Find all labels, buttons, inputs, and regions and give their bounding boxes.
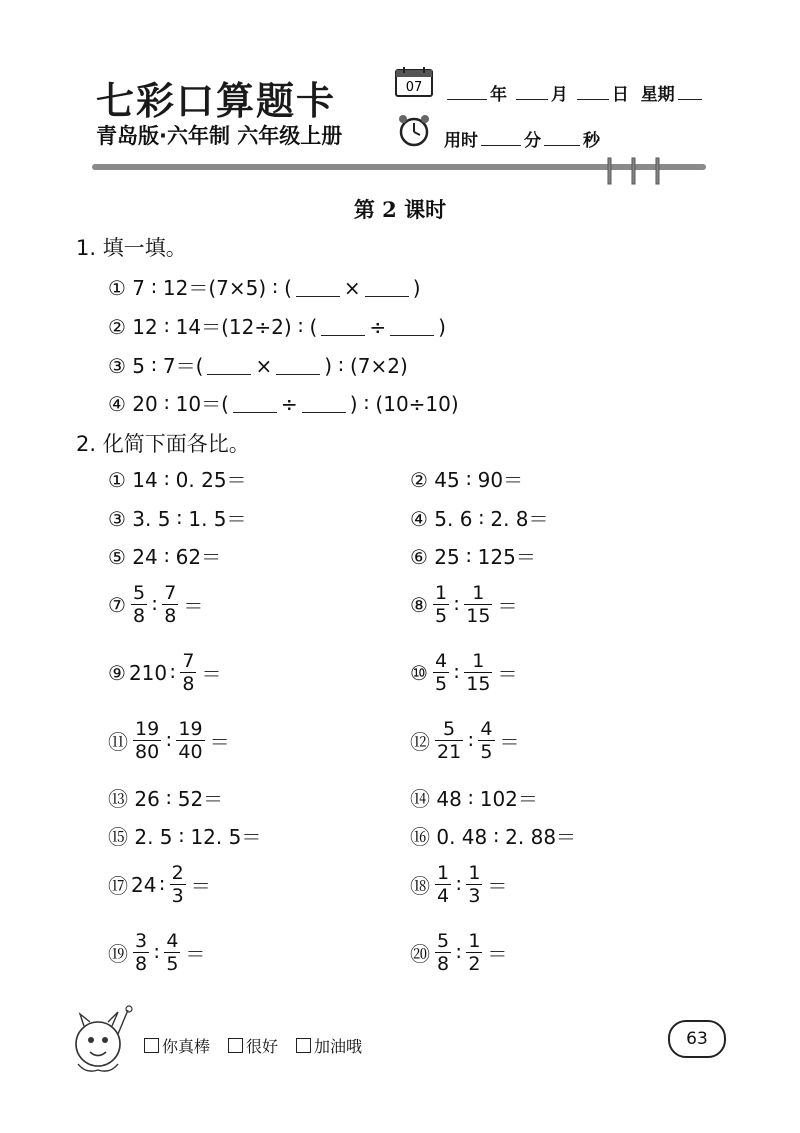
grade-option-great[interactable]: 你真棒 bbox=[144, 1034, 210, 1057]
checkbox[interactable] bbox=[144, 1038, 159, 1053]
problem-17: ⑰ 24 ∶ $\frac{2}{3}$ ＝ bbox=[108, 862, 211, 907]
mascot-icon bbox=[66, 1004, 136, 1076]
problem-12: ⑫ $\frac{5}{21}$ ∶ $\frac{4}{5}$ ＝ bbox=[410, 718, 520, 763]
fraction: $\frac{3}{8}$ bbox=[135, 930, 148, 975]
fill-blank[interactable] bbox=[207, 356, 251, 375]
fraction: $\frac{1}{3}$ bbox=[468, 862, 481, 907]
problem-8: ⑧ $\frac{1}{5}$ ∶ $\frac{1}{15}$ ＝ bbox=[410, 582, 518, 627]
fraction: $\frac{7}{8}$ bbox=[182, 650, 195, 695]
grade-option-keep-going[interactable]: 加油哦 bbox=[296, 1034, 362, 1057]
problem-11: ⑪ $\frac{19}{80}$ ∶ $\frac{19}{40}$ ＝ bbox=[108, 718, 230, 763]
problem-4: ④ 5. 6 ∶ 2. 8＝ bbox=[410, 507, 549, 531]
q2-title: 2. 化简下面各比。 bbox=[76, 432, 250, 456]
date-fields: 年 月 日 星期 bbox=[444, 80, 705, 105]
problem-9: ⑨ 210 ∶ $\frac{7}{8}$ ＝ bbox=[108, 650, 222, 695]
minute-blank[interactable] bbox=[481, 129, 521, 146]
fraction: $\frac{4}{5}$ bbox=[480, 718, 493, 763]
checkbox[interactable] bbox=[228, 1038, 243, 1053]
fraction: $\frac{4}{5}$ bbox=[434, 650, 448, 695]
fraction: $\frac{5}{8}$ bbox=[132, 582, 146, 627]
lesson-title: 第 2 课时 bbox=[353, 197, 447, 222]
q1-item-1: ① 7 ∶ 12＝(7×5) ∶ ( × ) bbox=[108, 276, 421, 300]
fill-blank[interactable] bbox=[390, 317, 434, 336]
time-fields: 用时 分 秒 bbox=[444, 131, 600, 151]
fill-blank[interactable] bbox=[233, 394, 277, 413]
q1-item-2: ② 12 ∶ 14＝(12÷2) ∶ ( ÷ ) bbox=[108, 315, 446, 339]
binder-rings-icon bbox=[606, 156, 666, 186]
fill-blank[interactable] bbox=[365, 278, 409, 297]
q1-item-3: ③ 5 ∶ 7＝( × ) ∶ (7×2) bbox=[108, 354, 408, 378]
problem-10: ⑩ $\frac{4}{5}$ ∶ $\frac{1}{15}$ ＝ bbox=[410, 650, 518, 695]
self-assessment bbox=[144, 1034, 362, 1057]
fraction: $\frac{1}{15}$ bbox=[466, 582, 491, 627]
problem-3: ③ 3. 5 ∶ 1. 5＝ bbox=[108, 507, 247, 531]
problem-2: ② 45 ∶ 90＝ bbox=[410, 468, 524, 492]
fraction: $\frac{19}{40}$ bbox=[178, 718, 203, 763]
fraction: $\frac{2}{3}$ bbox=[171, 862, 184, 907]
weekday-blank[interactable] bbox=[678, 83, 702, 100]
problem-16: ⑯ 0. 48 ∶ 2. 88＝ bbox=[410, 825, 577, 849]
calendar-day: 07 bbox=[405, 80, 423, 95]
fraction: $\frac{5}{21}$ bbox=[437, 718, 462, 763]
second-blank[interactable] bbox=[544, 129, 580, 146]
fill-blank[interactable] bbox=[302, 394, 346, 413]
q1-title: 1. 填一填。 bbox=[76, 236, 187, 260]
problem-19: ⑲ $\frac{3}{8}$ ∶ $\frac{4}{5}$ ＝ bbox=[108, 930, 206, 975]
problem-13: ⑬ 26 ∶ 52＝ bbox=[108, 787, 224, 811]
fraction: $\frac{1}{5}$ bbox=[434, 582, 448, 627]
problem-20: ⑳ $\frac{5}{8}$ ∶ $\frac{1}{2}$ ＝ bbox=[410, 930, 508, 975]
problem-6: ⑥ 25 ∶ 125＝ bbox=[410, 545, 536, 569]
problem-5: ⑤ 24 ∶ 62＝ bbox=[108, 545, 222, 569]
grade-option-good[interactable]: 很好 bbox=[228, 1034, 278, 1057]
page-number: 63 bbox=[668, 1020, 726, 1058]
problem-18: ⑱ $\frac{1}{4}$ ∶ $\frac{1}{3}$ ＝ bbox=[410, 862, 508, 907]
problem-1: ① 14 ∶ 0. 25＝ bbox=[108, 468, 247, 492]
fill-blank[interactable] bbox=[321, 317, 365, 336]
fraction: $\frac{7}{8}$ bbox=[164, 582, 177, 627]
fraction: $\frac{1}{2}$ bbox=[468, 930, 481, 975]
problem-14: ⑭ 48 ∶ 102＝ bbox=[410, 787, 538, 811]
fraction: $\frac{1}{15}$ bbox=[466, 650, 491, 695]
day-blank[interactable] bbox=[577, 83, 609, 100]
problem-15: ⑮ 2. 5 ∶ 12. 5＝ bbox=[108, 825, 262, 849]
fraction: $\frac{4}{5}$ bbox=[166, 930, 179, 975]
brand-title: 七彩口算题卡 bbox=[96, 78, 337, 123]
fill-blank[interactable] bbox=[276, 356, 320, 375]
calendar-icon bbox=[394, 66, 434, 98]
year-blank[interactable] bbox=[447, 83, 487, 100]
problem-7: ⑦ $\frac{5}{8}$ ∶ $\frac{7}{8}$ ＝ bbox=[108, 582, 204, 627]
alarm-clock-icon bbox=[396, 112, 432, 148]
q1-item-4: ④ 20 ∶ 10＝( ÷ ) ∶ (10÷10) bbox=[108, 392, 459, 416]
fraction: $\frac{19}{80}$ bbox=[135, 718, 160, 763]
checkbox[interactable] bbox=[296, 1038, 311, 1053]
fill-blank[interactable] bbox=[296, 278, 340, 297]
fraction: $\frac{1}{4}$ bbox=[437, 862, 450, 907]
edition-subtitle: 青岛版·六年制 六年级上册 bbox=[96, 124, 343, 148]
month-blank[interactable] bbox=[516, 83, 548, 100]
fraction: $\frac{5}{8}$ bbox=[437, 930, 450, 975]
